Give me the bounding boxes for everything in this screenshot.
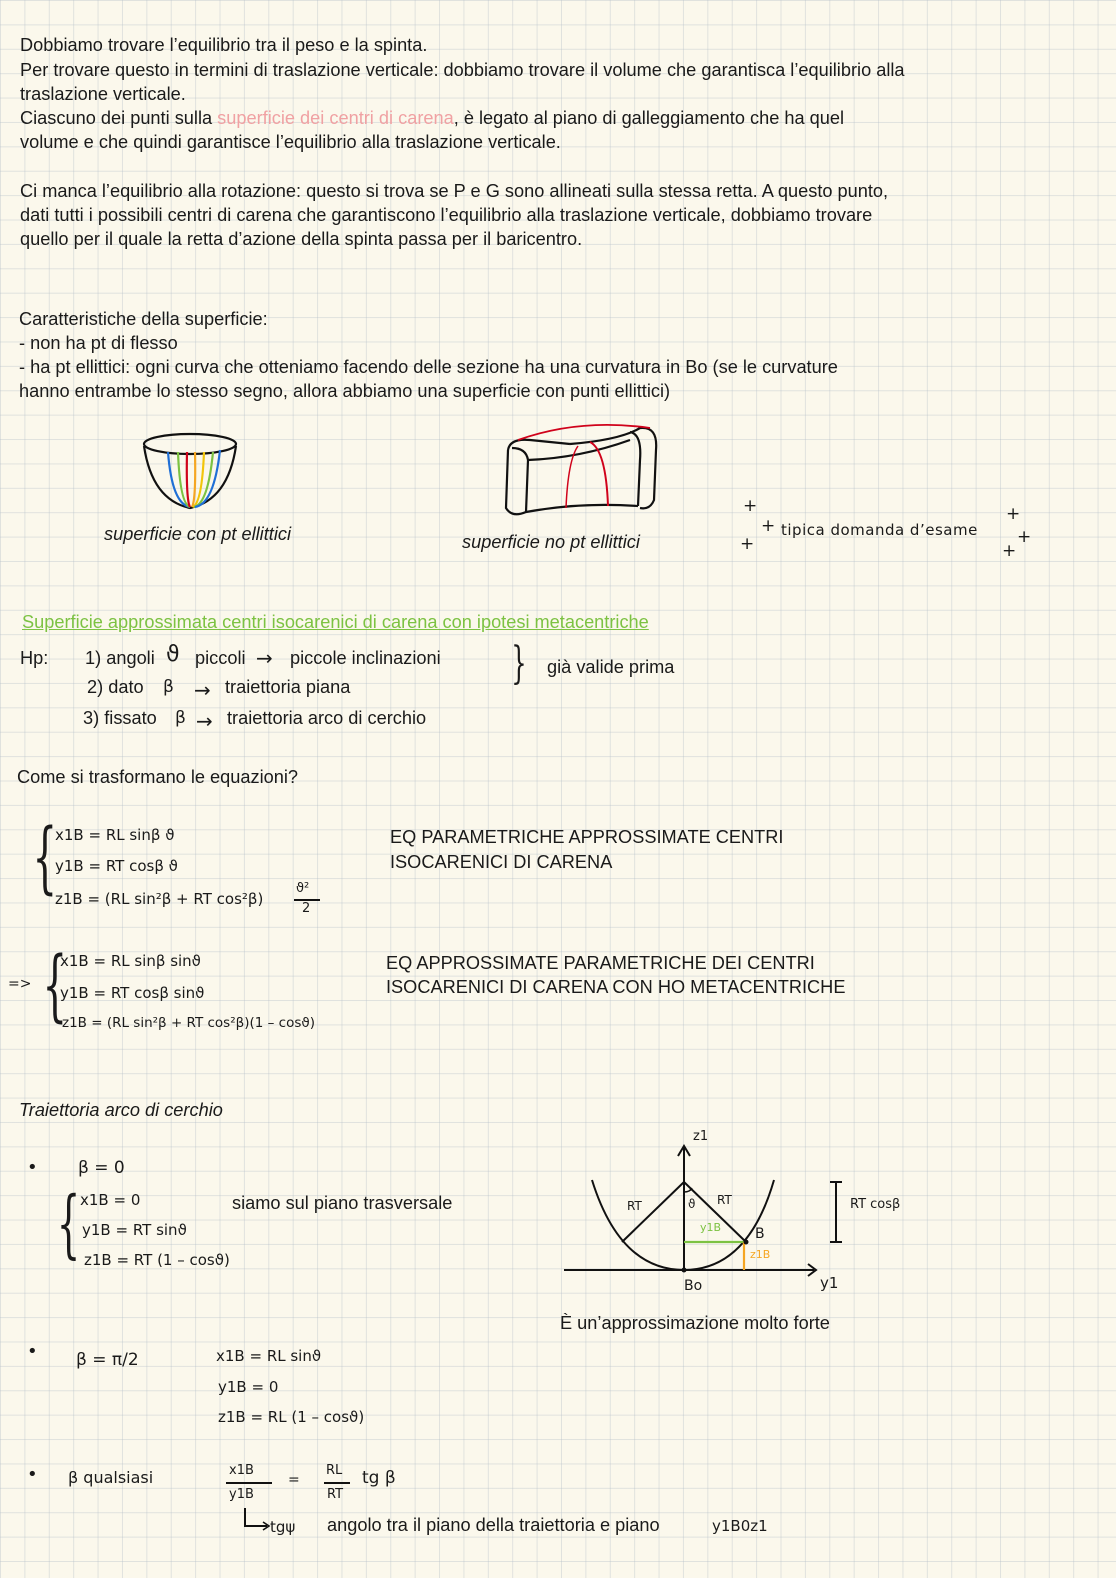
hypothesis-heading: Superficie approssimata centri isocarenici di carena con ipotesi metacentriche [22, 612, 649, 632]
case2-x: x1B = RL sinϑ [216, 1347, 322, 1365]
z1b-label: z1B [750, 1248, 771, 1261]
point-bo [682, 1268, 687, 1273]
case3-den: y1B [229, 1487, 254, 1502]
case3-frac-line [226, 1482, 272, 1484]
star-3: + [740, 534, 755, 554]
case3-rnum: RL [326, 1463, 343, 1478]
bottom-line [526, 505, 638, 512]
rt-right-label: RT [717, 1193, 732, 1207]
case1-z: z1B = RT (1 – cosϑ) [84, 1251, 230, 1269]
highlight-centers-surface: superficie dei centri di carena [217, 108, 454, 128]
hp-1-a: 1) angoli [85, 648, 155, 668]
z1-label: z1 [693, 1129, 709, 1144]
intro-line-4c: , è legato al piano di galleggiamento che ha quel [453, 108, 845, 128]
closing-brace: } [511, 638, 527, 689]
star-2: + [761, 516, 776, 536]
y1-label: y1 [820, 1274, 839, 1292]
approx-note: È un’approssimazione molto forte [560, 1313, 830, 1333]
rotation-line-1: Ci manca l’equilibrio alla rotazione: questo si trova se P e G sono allineati sulla stessa retta. A questo punto, [20, 181, 889, 201]
trajectory-title: Traiettoria arco di cerchio [19, 1100, 223, 1120]
star-5: + [1017, 527, 1032, 547]
brace-set-2: { [42, 941, 68, 1031]
case3-tgpsi: tgψ [270, 1518, 296, 1536]
hp-1-c: piccole inclinazioni [290, 648, 441, 668]
rtcos-bracket [830, 1182, 842, 1242]
hp-3-b: traiettoria arco di cerchio [227, 708, 427, 728]
intro-line-4 [20, 106, 844, 130]
brace-set-1: { [32, 813, 58, 903]
case1-y: y1B = RT sinϑ [82, 1221, 187, 1239]
case1-label: β = 0 [78, 1158, 125, 1178]
trajectory-diagram [560, 1130, 890, 1300]
arrow-3: → [196, 709, 213, 733]
bullet-1: • [27, 1157, 38, 1178]
hp-2-a: 2) dato [87, 677, 144, 697]
case1-x: x1B = 0 [80, 1191, 141, 1209]
case3-plane: y1B0z1 [712, 1517, 768, 1535]
caption-elliptic: superficie con pt ellittici [104, 524, 292, 544]
theta-label: ϑ [688, 1197, 696, 1211]
section-orange [192, 452, 195, 507]
beta-symbol-2: β [175, 708, 186, 728]
right-arch [570, 428, 656, 508]
eq1-frac-den: 2 [302, 901, 311, 916]
case2-z: z1B = RL (1 – cosϑ) [218, 1408, 365, 1426]
left-arch [506, 448, 528, 514]
right-front-edge [630, 432, 640, 506]
star-1: + [743, 496, 758, 516]
non-elliptic-surface-drawing [500, 420, 665, 530]
intro-line-2: Per trovare questo in termini di traslazione verticale: dobbiamo trovare il volume che garantisca l’equilibrio alla [20, 60, 905, 80]
intro-line-1: Dobbiamo trovare l’equilibrio tra il peso e la spinta. [20, 35, 428, 55]
arrow-1: → [256, 646, 273, 670]
case2-label: β = π/2 [76, 1350, 139, 1370]
intro-line-4a: Ciascuno dei punti sulla [20, 108, 218, 128]
case2-y: y1B = 0 [218, 1378, 279, 1396]
eq1-z: z1B = (RL sin²β + RT cos²β) [55, 890, 264, 908]
bo-label: Bo [684, 1278, 703, 1294]
features-title: Caratteristiche della superficie: [19, 309, 268, 329]
bowl-body [144, 446, 236, 508]
features-bullet-2: - ha pt ellittici: ogni curva che otteniamo facendo delle sezione ha una curvatura in Bo (se le curvature [19, 357, 838, 377]
y1b-label: y1B [700, 1221, 722, 1234]
theta-symbol: ϑ [166, 642, 180, 667]
case3-rfrac-line [324, 1482, 350, 1484]
beta-symbol-1: β [163, 677, 174, 697]
eq1-label-1: EQ PARAMETRICHE APPROSSIMATE CENTRI [390, 827, 784, 847]
elliptic-surface-drawing [140, 430, 245, 520]
case3-label: β qualsiasi [68, 1468, 154, 1487]
implies-arrow: => [8, 976, 32, 992]
eq1-frac-num: ϑ² [296, 881, 310, 896]
eq1-x: x1B = RL sinβ ϑ [55, 826, 175, 844]
hp-3-a: 3) fissato [83, 708, 157, 728]
case3-rden: RT [327, 1487, 344, 1502]
equations-question: Come si trasformano le equazioni? [17, 767, 299, 787]
features-bullet-3: hanno entrambe lo stesso segno, allora abbiamo una superficie con punti ellittici) [19, 381, 671, 401]
case3-num: x1B [229, 1463, 254, 1478]
bullet-3: • [27, 1464, 38, 1485]
rotation-line-3: quello per il quale la retta d’azione della spinta passa per il baricentro. [20, 229, 583, 249]
hp-2-b: traiettoria piana [225, 677, 351, 697]
caption-non-elliptic: superficie no pt ellittici [462, 532, 640, 552]
bullet-2: • [27, 1341, 38, 1362]
case1-note: siamo sul piano trasversale [232, 1193, 453, 1213]
brace-case-1: { [56, 1181, 81, 1267]
rotation-line-2: dati tutti i possibili centri di carena che garantiscono l’equilibrio alla traslazione verticale, dobbiamo trovare [20, 205, 873, 225]
case3-note: angolo tra il piano della traiettoria e piano [327, 1515, 660, 1535]
star-6: + [1002, 541, 1017, 561]
intro-line-5: volume e che quindi garantisce l’equilibrio alla traslazione verticale. [20, 132, 561, 152]
eq2-y: y1B = RT cosβ sinϑ [60, 984, 205, 1002]
point-b [744, 1240, 749, 1245]
eq1-y: y1B = RT cosβ ϑ [55, 857, 178, 875]
exam-note: tipica domanda d’esame [781, 521, 978, 539]
eq2-label-2: ISOCARENICI DI CARENA CON HO METACENTRICHE [386, 977, 846, 997]
arrow-2: → [194, 678, 211, 702]
b-label: B [755, 1226, 765, 1242]
hp-side-note: già valide prima [547, 657, 675, 677]
eq2-label-1: EQ APPROSSIMATE PARAMETRICHE DEI CENTRI [386, 953, 815, 973]
hp-label: Hp: [20, 648, 49, 668]
eq2-z: z1B = (RL sin²β + RT cos²β)(1 – cosϑ) [62, 1015, 316, 1031]
bowl-rim [144, 434, 236, 454]
rtcos-label: RT cosβ [850, 1197, 901, 1212]
hp-1-b: piccoli [195, 648, 246, 668]
intro-line-3: traslazione verticale. [20, 84, 186, 104]
case3-hook [243, 1506, 273, 1532]
section-red [187, 452, 190, 507]
features-bullet-1: - non ha pt di flesso [19, 333, 178, 353]
rt-left-label: RT [627, 1199, 642, 1213]
eq2-x: x1B = RL sinβ sinϑ [60, 952, 201, 970]
case3-tg: tg β [362, 1468, 396, 1488]
star-4: + [1006, 504, 1021, 524]
case3-equals: = [288, 1472, 300, 1488]
eq1-label-2: ISOCARENICI DI CARENA [390, 852, 613, 872]
